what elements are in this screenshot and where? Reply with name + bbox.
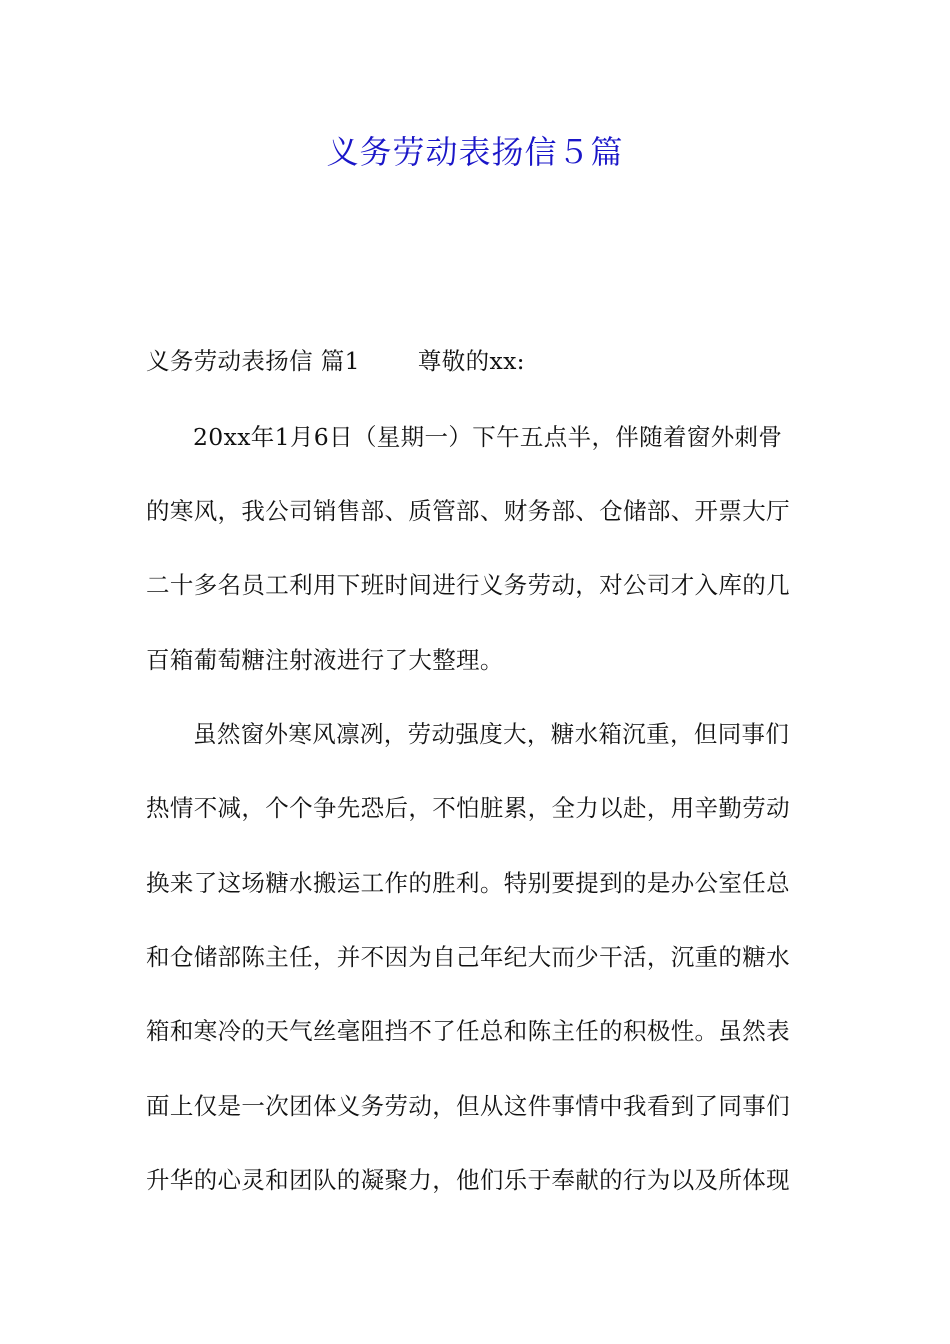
document-title: 义务劳动表扬信５篇 <box>326 133 624 171</box>
paragraph-line: 面上仅是一次团体义务劳动，但从这件事情中我看到了同事们 <box>146 1092 790 1120</box>
paragraph-line: 的寒风，我公司销售部、质管部、财务部、仓储部、开票大厅 <box>146 497 790 525</box>
paragraph-line: 换来了这场糖水搬运工作的胜利。特别要提到的是办公室任总 <box>146 869 790 897</box>
paragraph-line: 二十多名员工利用下班时间进行义务劳动，对公司才入库的几 <box>146 571 790 599</box>
paragraph-line: 升华的心灵和团队的凝聚力，他们乐于奉献的行为以及所体现 <box>146 1166 790 1194</box>
salutation: 尊敬的xx: <box>417 347 525 375</box>
paragraph-line: 百箱葡萄糖注射液进行了大整理。 <box>146 646 504 674</box>
paragraph-line: 箱和寒冷的天气丝毫阻挡不了任总和陈主任的积极性。虽然表 <box>146 1017 790 1045</box>
paragraph-line: 和仓储部陈主任，并不因为自己年纪大而少干活，沉重的糖水 <box>146 943 790 971</box>
heading-line <box>146 344 808 378</box>
paragraph-line: 虽然窗外寒风凛冽，劳动强度大，糖水箱沉重，但同事们 <box>193 720 790 748</box>
paragraph-line: 热情不减，个个争先恐后，不怕脏累，全力以赴，用辛勤劳动 <box>146 794 790 822</box>
paragraph-line: 20xx年1月6日（星期一）下午五点半，伴随着窗外刺骨 <box>193 423 783 451</box>
letter-heading: 义务劳动表扬信 篇1 <box>146 347 360 375</box>
